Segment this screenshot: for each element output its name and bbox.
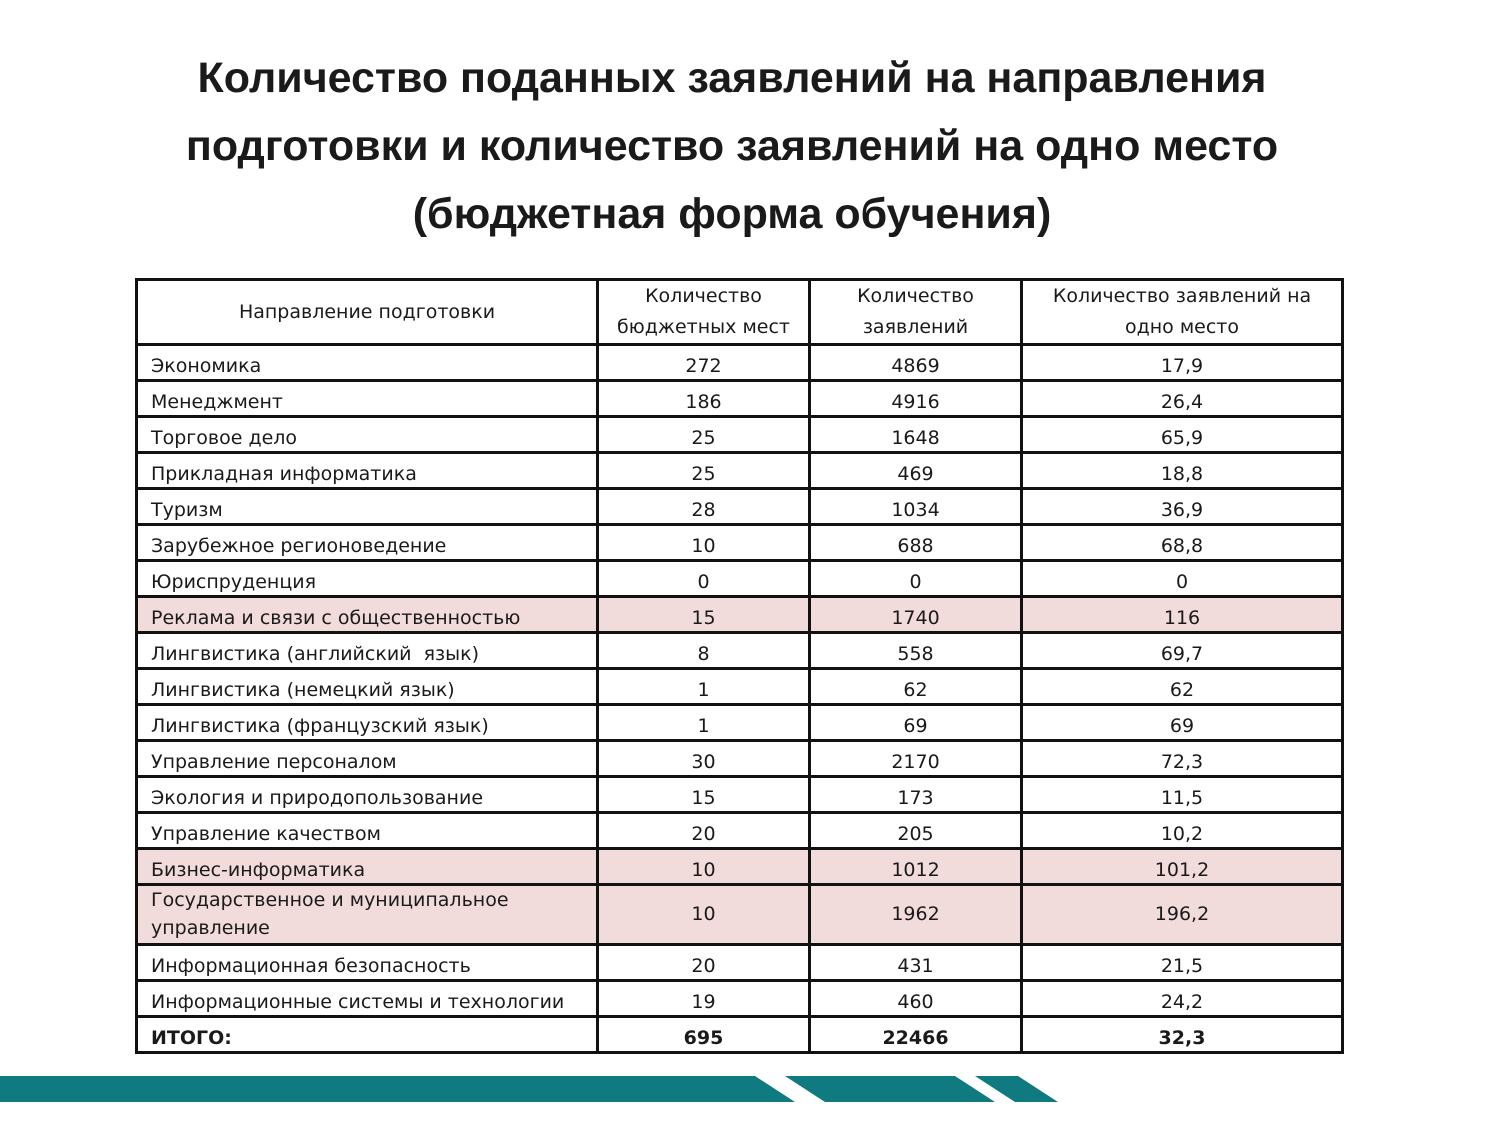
row-applications: 1648 <box>810 417 1022 453</box>
total-label: ИТОГО: <box>137 1017 598 1053</box>
page-title <box>100 44 1364 248</box>
row-name: Управление качеством <box>137 813 598 849</box>
row-places: 30 <box>598 741 810 777</box>
row-places: 15 <box>598 597 810 633</box>
row-name: Информационные системы и технологии <box>137 981 598 1017</box>
row-places: 10 <box>598 885 810 945</box>
row-name: Экономика <box>137 345 598 381</box>
row-applications: 460 <box>810 981 1022 1017</box>
table-row <box>137 417 1343 453</box>
footer-decorative-band <box>0 1076 1500 1102</box>
row-applications: 4916 <box>810 381 1022 417</box>
row-name: Туризм <box>137 489 598 525</box>
total-places: 695 <box>598 1017 810 1053</box>
row-applications: 1962 <box>810 885 1022 945</box>
row-ratio: 11,5 <box>1022 777 1343 813</box>
row-applications: 1012 <box>810 849 1022 885</box>
row-ratio: 18,8 <box>1022 453 1343 489</box>
header-applications: Количество заявлений <box>810 280 1022 345</box>
total-ratio: 32,3 <box>1022 1017 1343 1053</box>
row-applications: 688 <box>810 525 1022 561</box>
row-name: Зарубежное регионоведение <box>137 525 598 561</box>
table-row <box>137 741 1343 777</box>
table-row <box>137 705 1343 741</box>
row-places: 28 <box>598 489 810 525</box>
row-name <box>137 885 598 945</box>
title-line-1: Количество поданных заявлений на направления <box>197 54 1267 102</box>
row-name: Лингвистика (английский язык) <box>137 633 598 669</box>
row-name: Юриспруденция <box>137 561 598 597</box>
row-applications: 69 <box>810 705 1022 741</box>
row-applications: 431 <box>810 945 1022 981</box>
footer-band-main <box>0 1076 795 1102</box>
row-ratio: 65,9 <box>1022 417 1343 453</box>
table-row <box>137 981 1343 1017</box>
row-applications: 558 <box>810 633 1022 669</box>
row-applications: 1034 <box>810 489 1022 525</box>
row-name: Торговое дело <box>137 417 598 453</box>
row-ratio: 68,8 <box>1022 525 1343 561</box>
row-applications: 4869 <box>810 345 1022 381</box>
table-row <box>137 633 1343 669</box>
table-row <box>137 345 1343 381</box>
header-direction: Направление подготовки <box>137 280 598 345</box>
table-row <box>137 489 1343 525</box>
table-row <box>137 813 1343 849</box>
table-row <box>137 525 1343 561</box>
row-applications: 173 <box>810 777 1022 813</box>
table-row <box>137 669 1343 705</box>
row-places: 15 <box>598 777 810 813</box>
row-places: 272 <box>598 345 810 381</box>
table-row <box>137 381 1343 417</box>
row-name: Информационная безопасность <box>137 945 598 981</box>
table-row-highlighted <box>137 885 1343 945</box>
row-name: Лингвистика (немецкий язык) <box>137 669 598 705</box>
row-ratio: 21,5 <box>1022 945 1343 981</box>
row-places: 10 <box>598 525 810 561</box>
row-ratio: 101,2 <box>1022 849 1343 885</box>
row-places: 20 <box>598 813 810 849</box>
row-ratio: 69,7 <box>1022 633 1343 669</box>
row-places: 0 <box>598 561 810 597</box>
row-applications: 469 <box>810 453 1022 489</box>
applications-table <box>135 278 1344 1054</box>
table-row-highlighted <box>137 597 1343 633</box>
row-applications: 62 <box>810 669 1022 705</box>
row-name: Управление персоналом <box>137 741 598 777</box>
row-applications: 2170 <box>810 741 1022 777</box>
row-places: 1 <box>598 705 810 741</box>
row-ratio: 36,9 <box>1022 489 1343 525</box>
row-places: 25 <box>598 417 810 453</box>
row-ratio: 17,9 <box>1022 345 1343 381</box>
footer-band-stripe-1 <box>785 1076 995 1102</box>
row-places: 10 <box>598 849 810 885</box>
table-header-row <box>137 280 1343 345</box>
title-line-3: (бюджетная форма обучения) <box>412 190 1052 238</box>
row-name: Экология и природопользование <box>137 777 598 813</box>
row-places: 186 <box>598 381 810 417</box>
row-ratio: 116 <box>1022 597 1343 633</box>
row-applications: 1740 <box>810 597 1022 633</box>
table-row <box>137 561 1343 597</box>
header-applications-per-place: Количество заявлений на одно место <box>1022 280 1343 345</box>
row-name: Реклама и связи с общественностью <box>137 597 598 633</box>
row-places: 8 <box>598 633 810 669</box>
row-name: Прикладная информатика <box>137 453 598 489</box>
row-name: Лингвистика (французский язык) <box>137 705 598 741</box>
table-total-row <box>137 1017 1343 1053</box>
row-ratio: 24,2 <box>1022 981 1343 1017</box>
row-ratio: 72,3 <box>1022 741 1343 777</box>
total-applications: 22466 <box>810 1017 1022 1053</box>
row-ratio: 26,4 <box>1022 381 1343 417</box>
row-places: 25 <box>598 453 810 489</box>
row-ratio: 69 <box>1022 705 1343 741</box>
row-ratio: 10,2 <box>1022 813 1343 849</box>
row-name-line-2: управление <box>151 917 270 939</box>
row-ratio: 196,2 <box>1022 885 1343 945</box>
row-name: Менеджмент <box>137 381 598 417</box>
table-row <box>137 453 1343 489</box>
row-applications: 205 <box>810 813 1022 849</box>
table-row-highlighted <box>137 849 1343 885</box>
table-row <box>137 945 1343 981</box>
row-name-line-1: Государственное и муниципальное <box>151 889 509 911</box>
row-places: 20 <box>598 945 810 981</box>
row-places: 19 <box>598 981 810 1017</box>
header-budget-places: Количество бюджетных мест <box>598 280 810 345</box>
row-applications: 0 <box>810 561 1022 597</box>
row-ratio: 0 <box>1022 561 1343 597</box>
row-ratio: 62 <box>1022 669 1343 705</box>
table-row <box>137 777 1343 813</box>
title-line-2: подготовки и количество заявлений на одно место <box>185 122 1279 170</box>
row-places: 1 <box>598 669 810 705</box>
row-name: Бизнес-информатика <box>137 849 598 885</box>
